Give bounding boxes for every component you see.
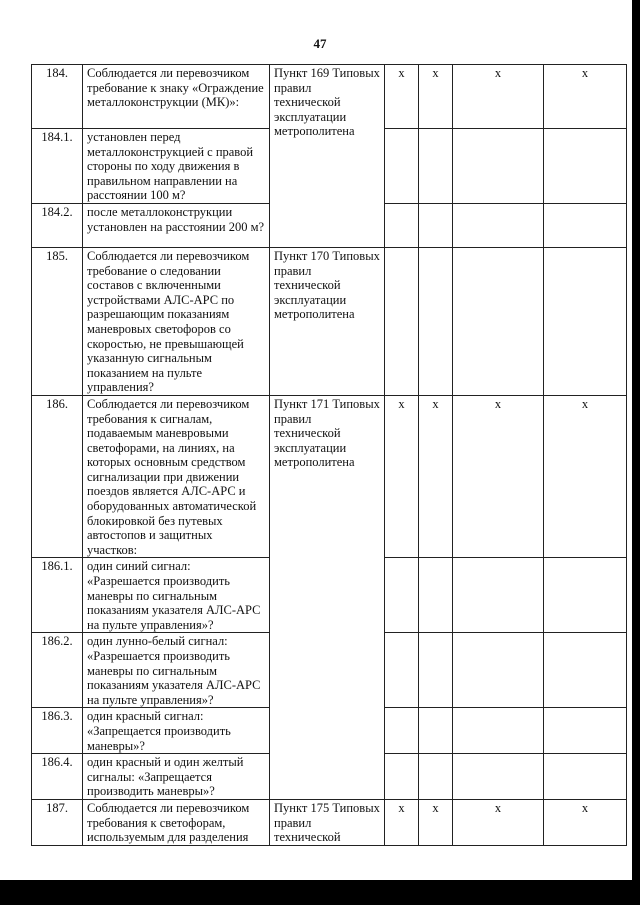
question-text: один красный и один желтый сигналы: «Запрещается производить маневры»?: [83, 754, 270, 800]
question-text: после металлоконструкции установлен на расстоянии 200 м?: [83, 203, 270, 247]
item-number: 186.: [32, 395, 83, 558]
answer-cell[interactable]: [453, 708, 544, 754]
legal-reference: Пункт 175 Типовых правил технической: [270, 799, 385, 845]
mark-cell: x: [385, 65, 419, 129]
mark-cell: x: [419, 395, 453, 558]
question-text: Соблюдается ли перевозчиком требования к сигналам, подаваемым маневровыми светофорами, на линиях, на которых основным средством сигнализации при движении поездов является АЛС-АРС и оборудованных автоматической блокировкой без путевых автостопов и защитных участков:: [83, 395, 270, 558]
item-number: 186.4.: [32, 754, 83, 800]
item-number: 186.1.: [32, 558, 83, 633]
answer-cell[interactable]: [453, 247, 544, 395]
question-text: установлен перед металлоконструкцией с правой стороны по ходу движения в правильном направлении на расстоянии 100 м?: [83, 129, 270, 204]
question-text: Соблюдается ли перевозчиком требование о следовании составов с включенными устройствами АЛС-АРС по разрешающим показаниям маневровых светофоров со скоростью, не превышающей указанную сигнальным показанием на пульте управления?: [83, 247, 270, 395]
mark-cell: x: [544, 799, 627, 845]
answer-cell[interactable]: [544, 129, 627, 204]
answer-cell[interactable]: [385, 558, 419, 633]
item-number: 185.: [32, 247, 83, 395]
checklist-table: [31, 64, 627, 846]
answer-cell[interactable]: [544, 708, 627, 754]
item-number: 186.3.: [32, 708, 83, 754]
question-text: один красный сигнал: «Запрещается производить маневры»?: [83, 708, 270, 754]
answer-cell[interactable]: [385, 708, 419, 754]
mark-cell: x: [453, 799, 544, 845]
table-row: [32, 799, 627, 845]
scan-edge-bottom: [0, 880, 640, 905]
answer-cell[interactable]: [419, 247, 453, 395]
question-text: один синий сигнал: «Разрешается производить маневры по сигнальным показаниям указателя АЛС-АРС на пульте управления»?: [83, 558, 270, 633]
answer-cell[interactable]: [544, 203, 627, 247]
table-row: [32, 395, 627, 558]
legal-reference: Пункт 169 Типовых правил технической эксплуатации метрополитена: [270, 65, 385, 248]
table-row: [32, 247, 627, 395]
answer-cell[interactable]: [453, 129, 544, 204]
legal-reference: Пункт 171 Типовых правил технической эксплуатации метрополитена: [270, 395, 385, 799]
item-number: 184.1.: [32, 129, 83, 204]
answer-cell[interactable]: [544, 247, 627, 395]
mark-cell: x: [419, 799, 453, 845]
table-row: [32, 65, 627, 129]
answer-cell[interactable]: [385, 247, 419, 395]
answer-cell[interactable]: [453, 203, 544, 247]
answer-cell[interactable]: [419, 129, 453, 204]
answer-cell[interactable]: [419, 633, 453, 708]
answer-cell[interactable]: [544, 558, 627, 633]
mark-cell: x: [419, 65, 453, 129]
page-number: 47: [313, 36, 327, 51]
answer-cell[interactable]: [544, 633, 627, 708]
answer-cell[interactable]: [419, 203, 453, 247]
item-number: 186.2.: [32, 633, 83, 708]
legal-reference: Пункт 170 Типовых правил технической эксплуатации метрополитена: [270, 247, 385, 395]
answer-cell[interactable]: [544, 754, 627, 800]
question-text: Соблюдается ли перевозчиком требование к знаку «Ограждение металлоконструкции (МК)»:: [83, 65, 270, 129]
question-text: один лунно-белый сигнал: «Разрешается производить маневры по сигнальным показаниям указателя АЛС-АРС на пульте управления»?: [83, 633, 270, 708]
scan-edge-right: [632, 0, 640, 880]
answer-cell[interactable]: [453, 633, 544, 708]
item-number: 187.: [32, 799, 83, 845]
mark-cell: x: [544, 65, 627, 129]
answer-cell[interactable]: [385, 129, 419, 204]
answer-cell[interactable]: [453, 558, 544, 633]
answer-cell[interactable]: [419, 754, 453, 800]
answer-cell[interactable]: [385, 203, 419, 247]
mark-cell: x: [385, 799, 419, 845]
mark-cell: x: [453, 65, 544, 129]
mark-cell: x: [544, 395, 627, 558]
answer-cell[interactable]: [385, 633, 419, 708]
mark-cell: x: [385, 395, 419, 558]
answer-cell[interactable]: [385, 754, 419, 800]
answer-cell[interactable]: [419, 708, 453, 754]
answer-cell[interactable]: [419, 558, 453, 633]
item-number: 184.2.: [32, 203, 83, 247]
answer-cell[interactable]: [453, 754, 544, 800]
mark-cell: x: [453, 395, 544, 558]
item-number: 184.: [32, 65, 83, 129]
question-text: Соблюдается ли перевозчиком требования к светофорам, используемым для разделения: [83, 799, 270, 845]
